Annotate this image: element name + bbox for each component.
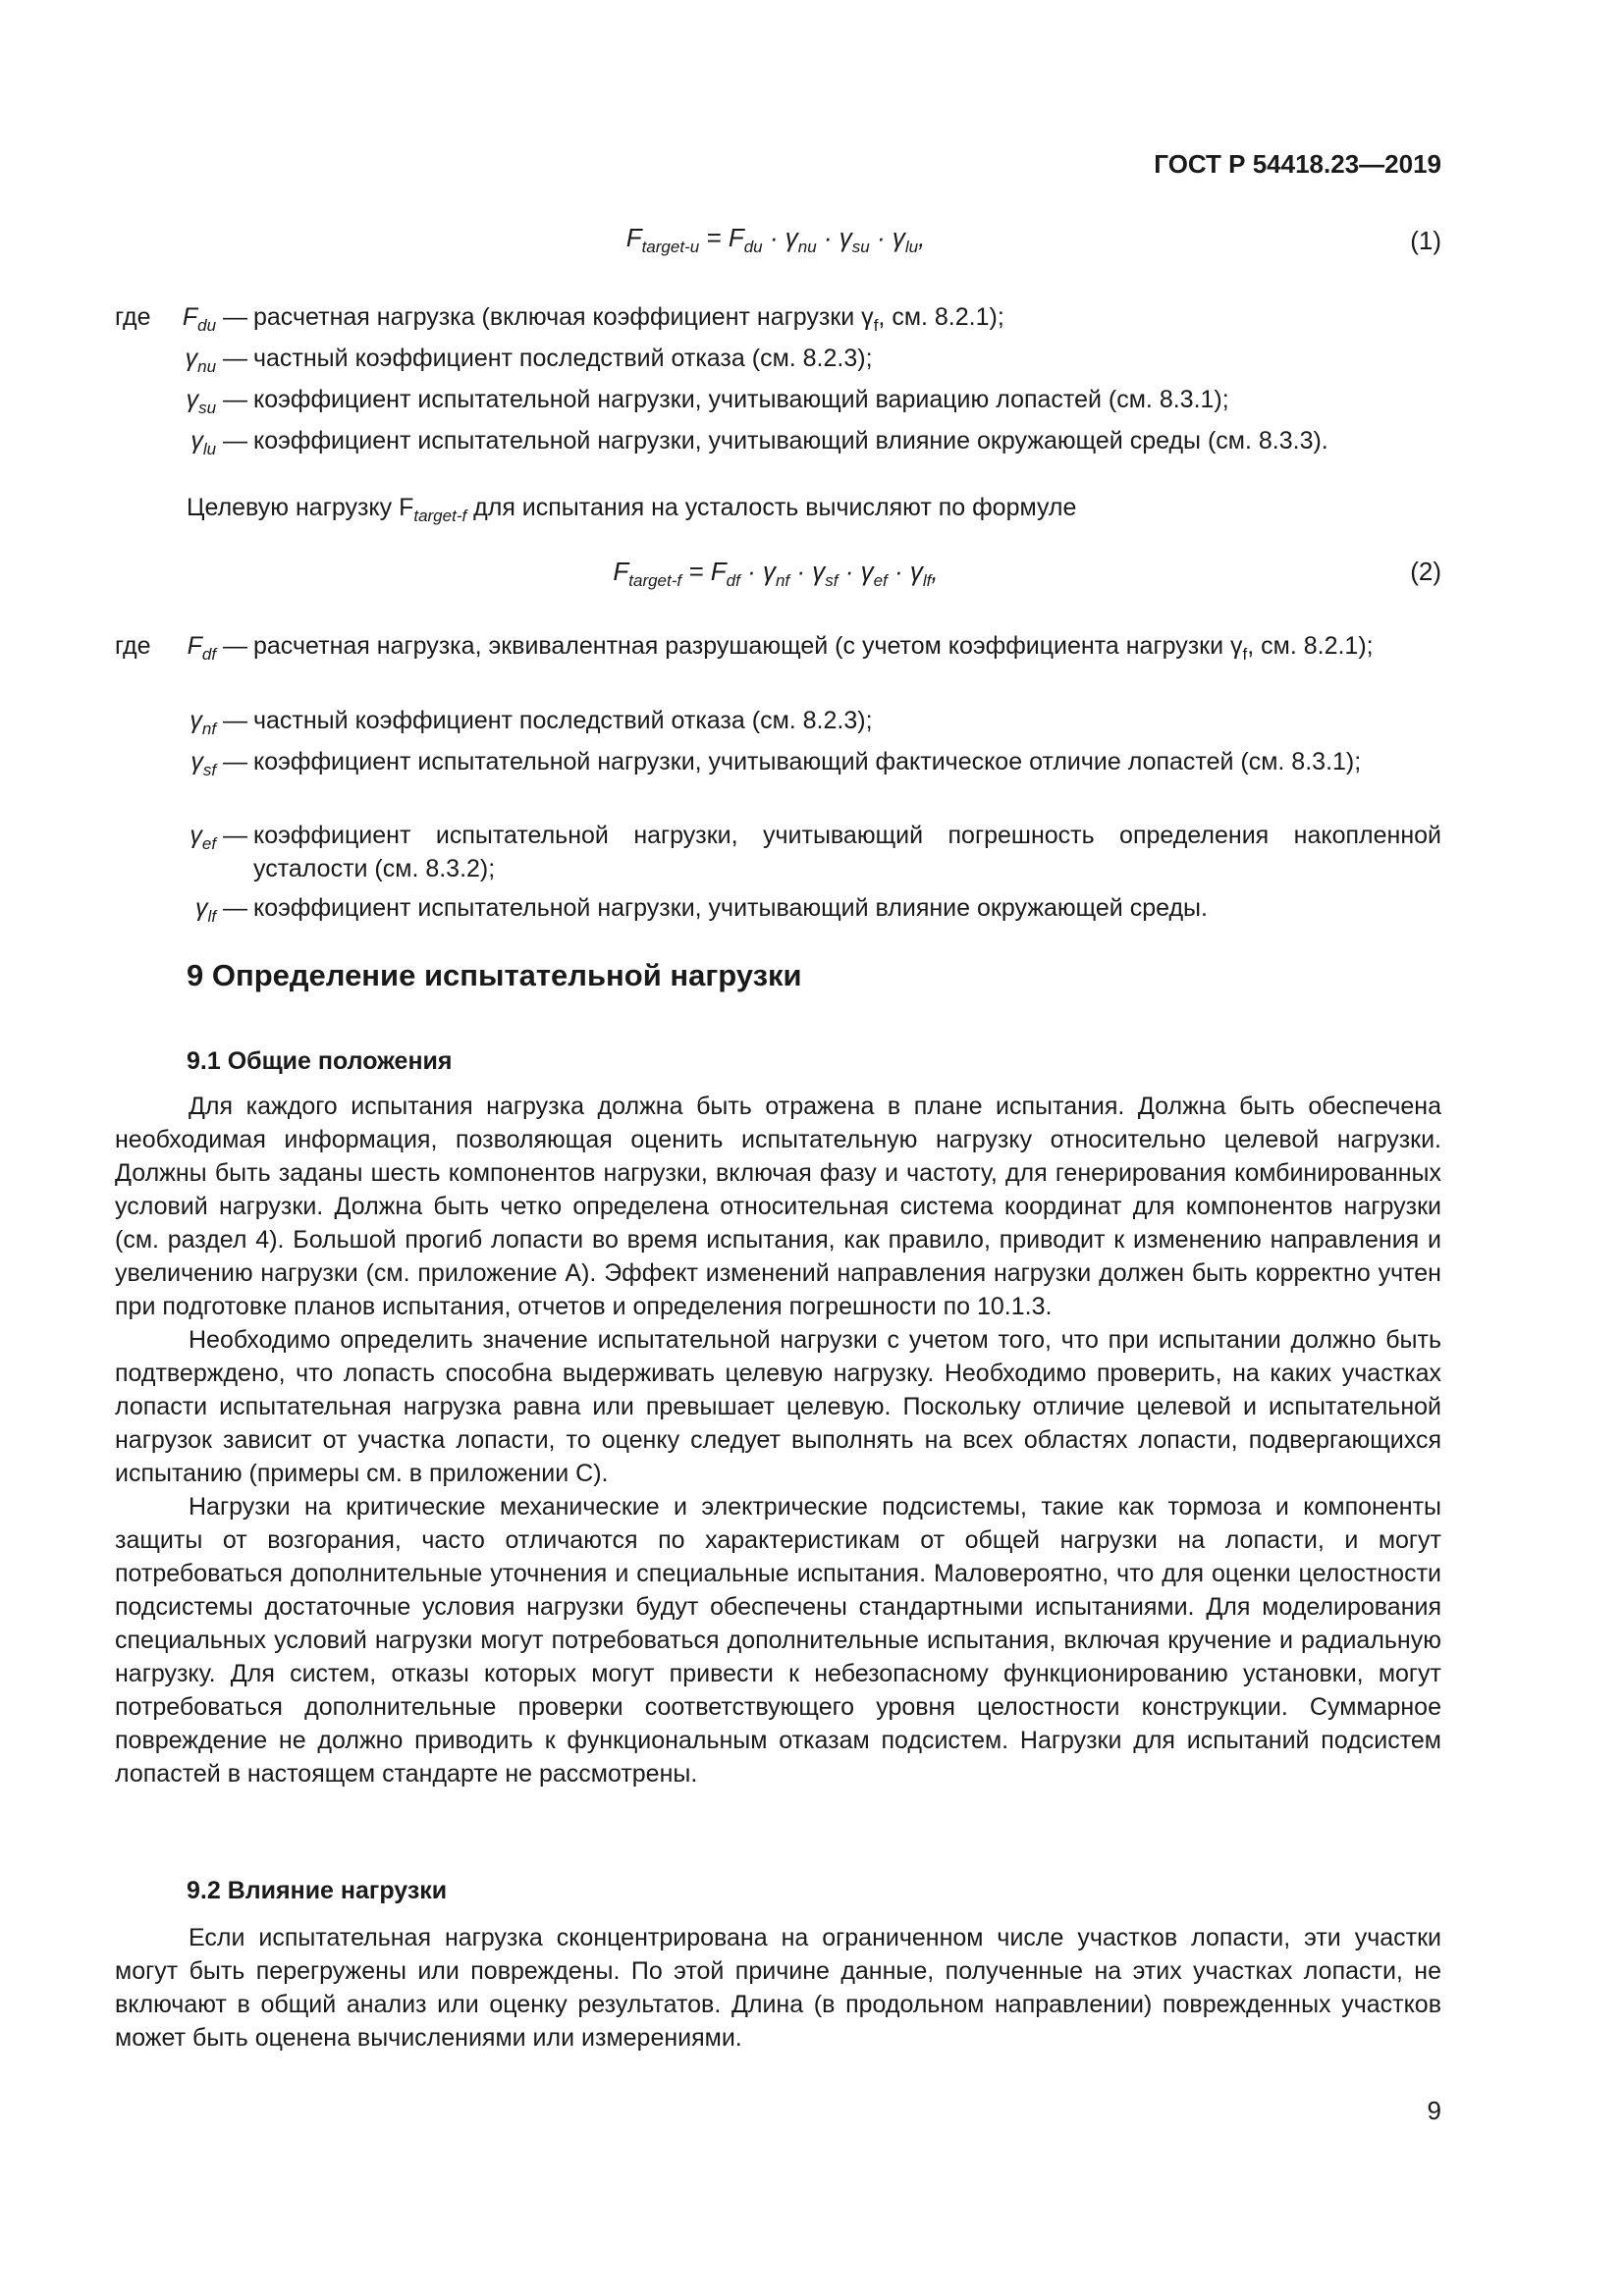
symbol-gamma-su: $\gamma_{su}$ — [186,386,247,417]
paragraph: Если испытательная нагрузка сконцентрирована на ограниченном числе участков лопасти, эти участки могут быть перегружены или повреждены. По этой причине данные, полученные на этих участках лопасти, не включают в общий анализ или оценку результатов. Длина (в продольном направлении) поврежденных участков может быть оценена вычислениями или измерениями. [115,1924,1441,2052]
symbol-gamma-lf: $\gamma_{lf}$ — [195,894,247,926]
symbol-f-df: $F_{df}$ — [187,632,247,664]
where-label: где [115,303,151,331]
definition-gamma-nf: частный коэффициент последствий отказа (см. 8.2.3); [253,707,873,734]
symbol-gamma-lu: $\gamma_{lu}$ — [190,427,247,458]
paragraph: Необходимо определить значение испытательной нагрузки с учетом того, что при испытании должно быть подтверждено, что лопасть способна выдерживать целевую нагрузку. Необходимо проверить, на каких участках лопасти испытательная нагрузка равна или превышает целевую. Поскольку отличие целевой и испытательной нагрузок зависит от участка лопасти, то оценку следует выполнять на всех областях лопасти, подвергающихся испытанию (примеры см. в приложении С). [115,1326,1441,1487]
subsection-9-1-body [115,1090,1441,1790]
definition-f-df: расчетная нагрузка, эквивалентная разрушающей (с учетом коэффициента нагрузки $\gamma_f$, см. 8.2.1); [253,632,1374,664]
definition-gamma-lu: коэффициент испытательной нагрузки, учитывающий влияние окружающей среды (см. 8.3.3). [253,427,1328,454]
symbol-gamma-nu: $\gamma_{nu}$ — [185,345,247,376]
definition-gamma-sf: коэффициент испытательной нагрузки, учитывающий фактическое отличие лопастей (см. 8.3.1); [253,748,1362,775]
symbol-f-du: $F_{du}$ — [182,303,247,335]
formula-1-number: (1) [1410,226,1441,255]
formula-2-number: (2) [1410,557,1441,586]
definition-gamma-nu: частный коэффициент последствий отказа (см. 8.2.3); [253,345,873,372]
formula-1: $F_{target-u} = F_{du} \cdot \gamma_{nu} \cdot \gamma_{su} \cdot \gamma_{lu}$, [625,223,926,256]
page-number: 9 [1427,2096,1441,2125]
formula-2: $F_{target-f} = F_{df} \cdot \gamma_{nf} \cdot \gamma_{sf} \cdot \gamma_{ef} \cdot \gamma_{lf}$, [613,557,939,590]
definition-f-du: расчетная нагрузка (включая коэффициент нагрузки $\gamma_f$, см. 8.2.1); [253,303,1004,335]
definition-gamma-lf: коэффициент испытательной нагрузки, учитывающий влияние окружающей среды. [253,894,1208,922]
document-standard-number: ГОСТ Р 54418.23—2019 [1154,149,1441,179]
where-label: где [115,632,151,660]
symbol-gamma-nf: $\gamma_{nf}$ — [189,707,247,738]
paragraph: Нагрузки на критические механические и электрические подсистемы, такие как тормоза и компоненты защиты от возгорания, часто отличаются по характеристикам от общей нагрузки на лопасти, и могут потребоваться дополнительные уточнения и специальные испытания. Маловероятно, что для оценки целостности подсистемы достаточные условия нагрузки будут обеспечены стандартными испытаниями. Для моделирования специальных условий нагрузки могут потребоваться дополнительные испытания, включая кручение и радиальную нагрузку. Для систем, отказы которых могут привести к небезопасному функционированию установки, могут потребоваться дополнительные проверки соответствующего уровня целостности конструкции. Суммарное повреждение не должно приводить к функциональным отказам подсистем. Нагрузки для испытаний подсистем лопастей в настоящем стандарте не рассмотрены. [115,1493,1441,1788]
subsection-heading-9-2: 9.2 Влияние нагрузки [187,1877,448,1904]
subsection-heading-9-1: 9.1 Общие положения [187,1047,453,1075]
subsection-9-2-body [115,1921,1441,2055]
section-heading: 9 Определение испытательной нагрузки [187,958,802,992]
symbol-gamma-sf: $\gamma_{sf}$ — [190,748,247,779]
definition-gamma-su: коэффициент испытательной нагрузки, учитывающий вариацию лопастей (см. 8.3.1); [253,386,1229,413]
symbol-gamma-ef: $\gamma_{ef}$ — [189,822,247,853]
definition-gamma-ef: коэффициент испытательной нагрузки, учитывающий погрешность определения накопленной усталости (см. 8.3.2); [253,822,1441,882]
formula-2-intro: Целевую нагрузку $F_{target-f}$ для испытания на усталость вычисляют по формуле [187,494,1077,525]
paragraph: Для каждого испытания нагрузка должна быть отражена в плане испытания. Должна быть обеспечена необходимая информация, позволяющая оценить испытательную нагрузку относительно целевой нагрузки. Должны быть заданы шесть компонентов нагрузки, включая фазу и частоту, для генерирования комбинированных условий нагрузки. Должна быть четко определена относительная система координат для компонентов нагрузки (см. раздел 4). Большой прогиб лопасти во время испытания, как правило, приводит к изменению направления и увеличению нагрузки (см. приложение А). Эффект изменений направления нагрузки должен быть корректно учтен при подготовке планов испытания, отчетов и определения погрешности по 10.1.3. [115,1093,1441,1320]
